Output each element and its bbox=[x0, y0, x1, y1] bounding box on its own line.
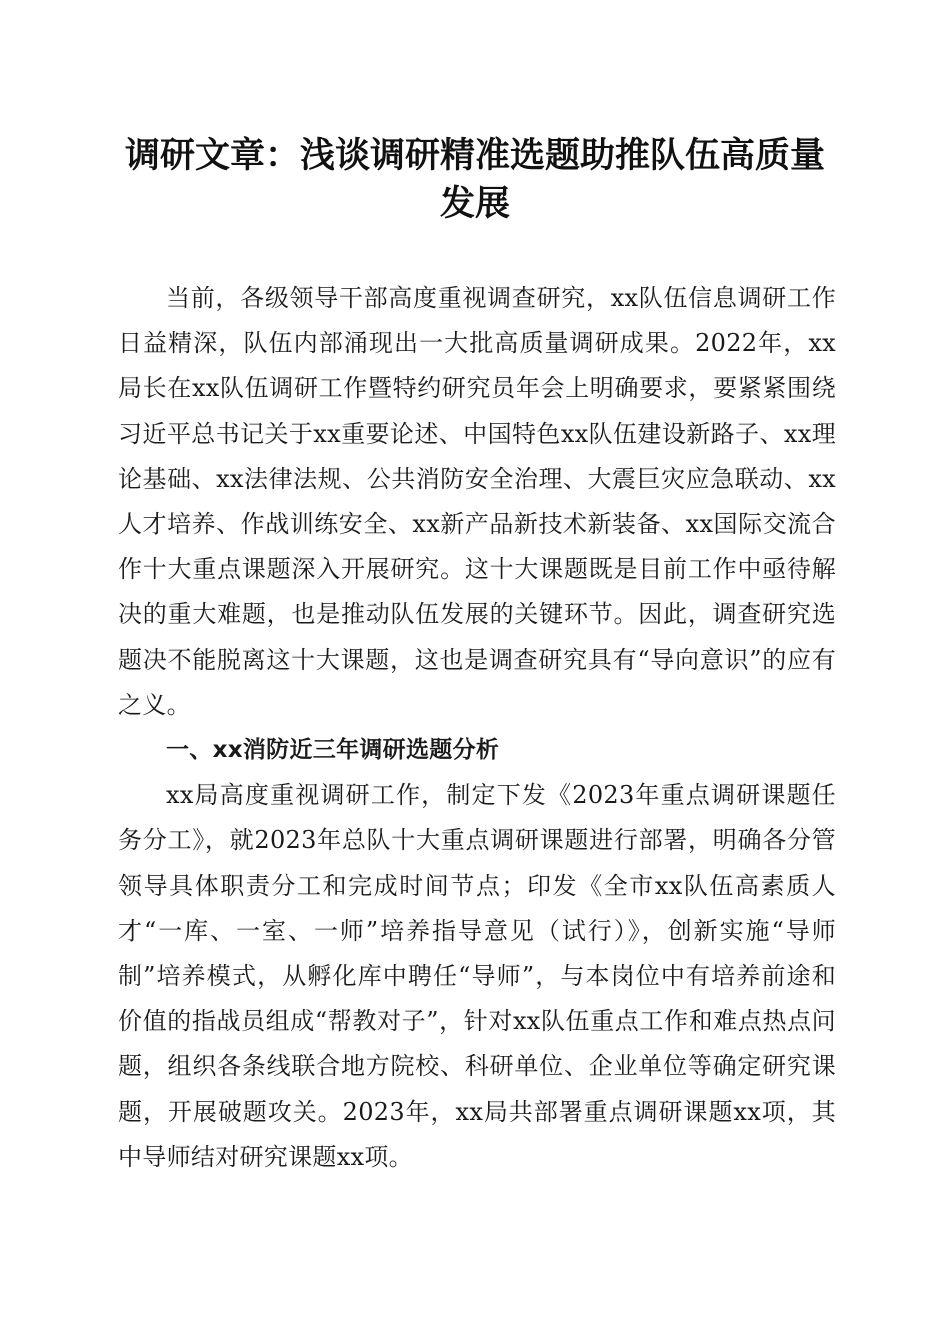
section-heading: 一、xx消防近三年调研选题分析 bbox=[166, 737, 500, 764]
document-title: 调研文章：浅谈调研精准选题助推队伍高质量发展 bbox=[124, 135, 825, 224]
body-paragraph-analysis: xx局高度重视调研工作，制定下发《2023年重点调研课题任务分工》，就2023年总队十大重点调研课题进行部署，明确各分管领导具体职责分工和完成时间节点；印发《全市xx队伍高素质人才“一库、一室、一师”培养指导意见（试行）》，创新实施“导师制”培养模式，从孵化库中聘任“导师”，与本岗位中有培养前途和价值的指战员组成“帮教对子”，针对xx队伍重点工作和难点热点问题，组织各条线联合地方院校、科研单位、企业单位等确定研究课题，开展破题攻关。2023年，xx局共部署重点调研课题xx项，其中导师结对研究课题xx项。 bbox=[118, 781, 836, 1171]
body-paragraph-intro: 当前，各级领导干部高度重视调查研究，xx队伍信息调研工作日益精深，队伍内部涌现出一大批高质量调研成果。2022年，xx局长在xx队伍调研工作暨特约研究员年会上明确要求，要紧紧围绕习近平总书记关于xx重要论述、中国特色xx队伍建设新路子、xx理论基础、xx法律法规、公共消防安全治理、大震巨灾应急联动、xx人才培养、作战训练安全、xx新产品新技术新装备、xx国际交流合作十大重点课题深入开展研究。这十大课题既是目前工作中亟待解决的重大难题，也是推动队伍发展的关键环节。因此，调查研究选题决不能脱离这十大课题，这也是调查研究具有“导向意识”的应有之义。 bbox=[118, 284, 836, 719]
document-body bbox=[118, 276, 836, 1180]
